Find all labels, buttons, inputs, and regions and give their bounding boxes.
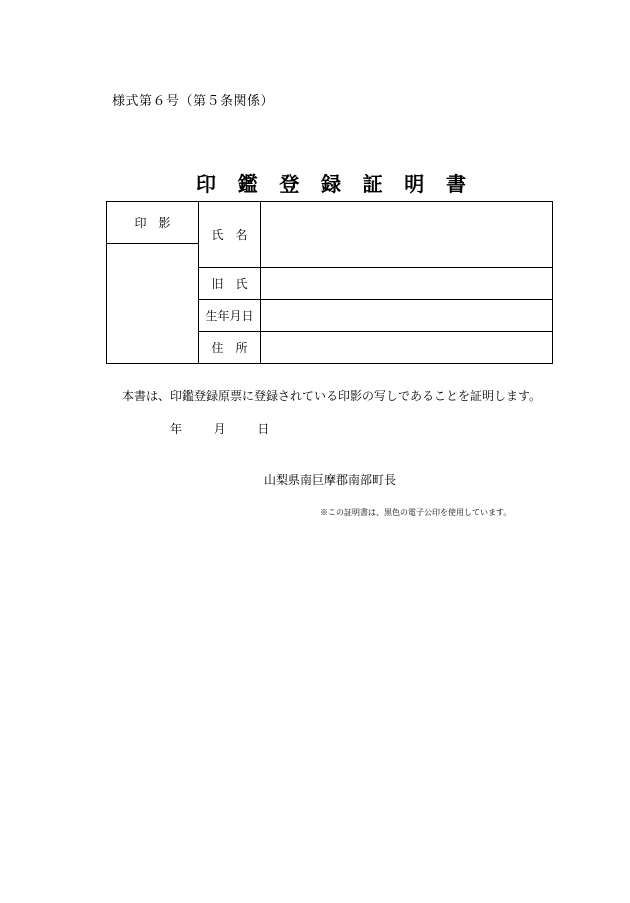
title-char: 録 xyxy=(320,172,341,196)
birth-date-value xyxy=(261,300,553,332)
title-char: 証 xyxy=(362,172,383,196)
title-char: 印 xyxy=(196,172,216,196)
month-label: 月 xyxy=(213,422,226,436)
name-value xyxy=(261,202,553,268)
birth-date-label: 生年月日 xyxy=(199,300,261,332)
title-char: 明 xyxy=(404,172,425,196)
former-surname-value xyxy=(261,268,553,300)
certification-statement: 本書は、印鑑登録原票に登録されている印影の写しであることを証明します。 xyxy=(122,389,542,403)
former-surname-label: 旧 氏 xyxy=(199,268,261,300)
certificate-table xyxy=(106,201,553,364)
name-label: 氏 名 xyxy=(199,202,261,268)
electronic-seal-note: ※この証明書は、黒色の電子公印を使用しています。 xyxy=(320,508,512,517)
seal-impression-label: 印 影 xyxy=(107,202,199,244)
issuer-name: 山梨県南巨摩郡南部町長 xyxy=(264,473,397,487)
address-label: 住 所 xyxy=(199,332,261,364)
address-value xyxy=(261,332,553,364)
title-char: 鑑 xyxy=(237,172,258,196)
year-label: 年 xyxy=(170,422,183,436)
date-line xyxy=(170,420,269,437)
document-title xyxy=(196,168,466,197)
seal-impression-area xyxy=(107,244,199,364)
title-char: 書 xyxy=(445,172,466,196)
title-char: 登 xyxy=(279,172,300,196)
day-label: 日 xyxy=(257,422,270,436)
form-number: 様式第６号（第５条関係） xyxy=(112,94,275,109)
